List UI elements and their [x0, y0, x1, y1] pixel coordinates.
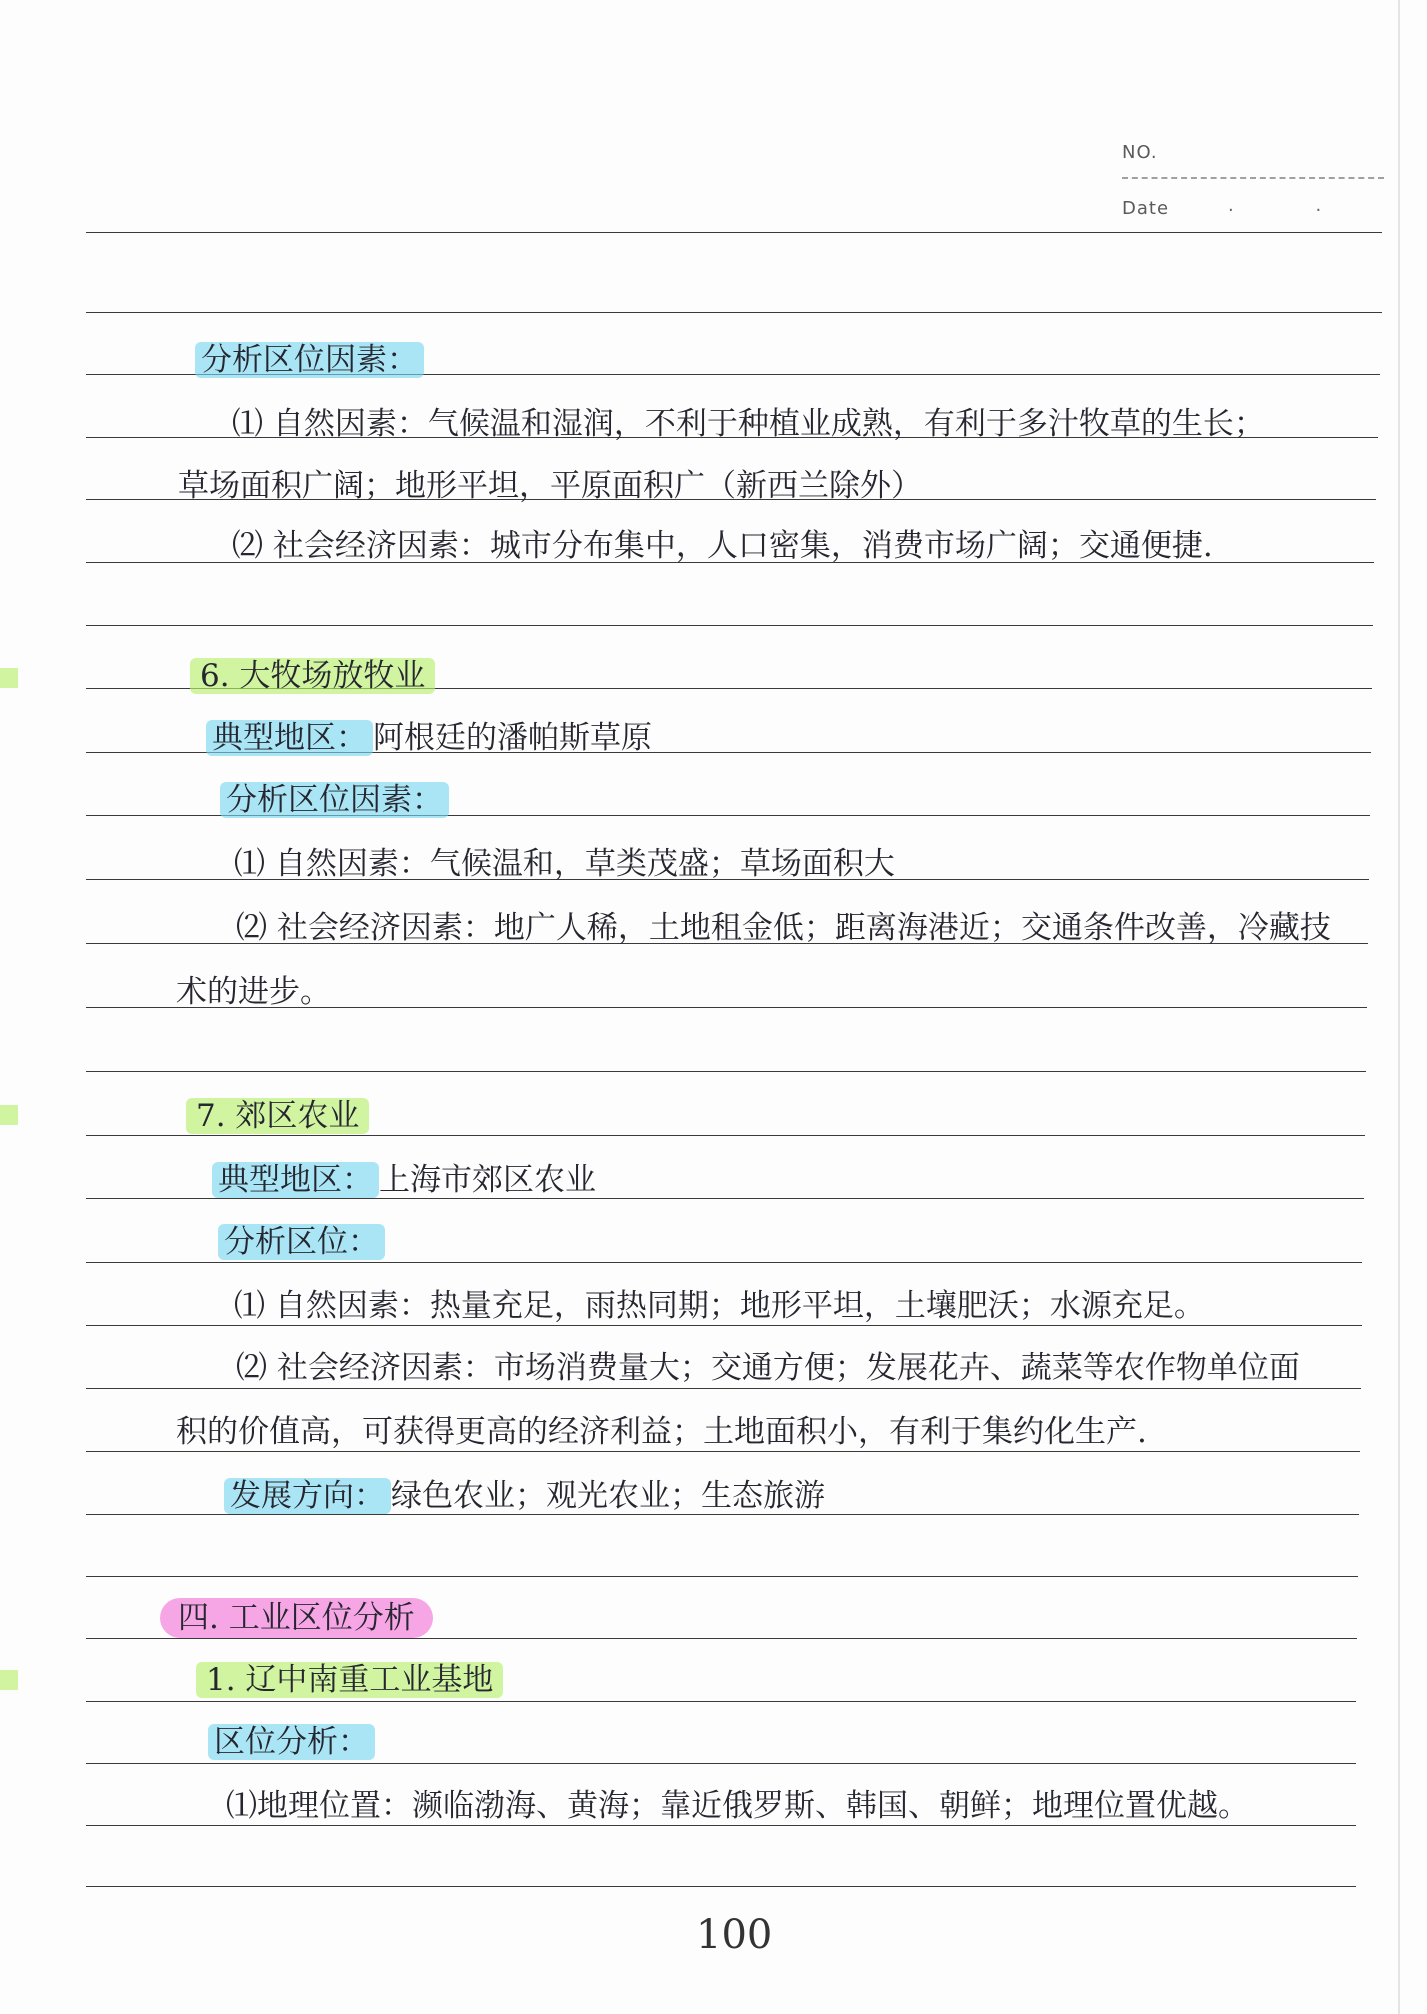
note-line — [190, 656, 435, 696]
page-edge — [1398, 0, 1400, 2014]
note-line — [232, 526, 1213, 566]
note-line — [236, 908, 1331, 948]
ruled-line — [86, 1388, 1361, 1389]
page-number: 100 — [696, 1912, 773, 1958]
note-text: ⑵ 社会经济因素：市场消费量大；交通方便；发展花卉、蔬菜等农作物单位面 — [236, 1350, 1300, 1386]
highlighted-text: 分析区位因素： — [220, 782, 449, 818]
highlighted-text: 四. 工业区位分析 — [160, 1598, 433, 1638]
note-text: ⑴ 自然因素：热量充足，雨热同期；地形平坦，土壤肥沃；水源充足。 — [234, 1288, 1205, 1324]
note-line — [234, 1286, 1205, 1326]
ruled-line — [86, 1763, 1356, 1764]
note-line — [208, 1722, 375, 1762]
note-text: 绿色农业；观光农业；生态旅游 — [391, 1478, 825, 1514]
note-text: 积的价值高，可获得更高的经济利益；土地面积小，有利于集约化生产. — [176, 1414, 1147, 1450]
highlighted-text: 7. 郊区农业 — [186, 1098, 369, 1134]
no-label: NO. — [1122, 142, 1158, 163]
ruled-line — [86, 1886, 1356, 1887]
highlighted-text: 典型地区： — [212, 1162, 379, 1198]
note-text: ⑴地理位置：濒临渤海、黄海；靠近俄罗斯、韩国、朝鲜；地理位置优越。 — [226, 1788, 1249, 1824]
note-line — [226, 1786, 1249, 1826]
note-text: 术的进步。 — [176, 974, 331, 1010]
note-text: ⑴ 自然因素：气候温和，草类茂盛；草场面积大 — [234, 846, 895, 882]
note-line — [176, 1412, 1147, 1452]
highlighted-text: 区位分析： — [208, 1724, 375, 1760]
ruled-line — [86, 1701, 1356, 1702]
note-text: ⑵ 社会经济因素：地广人稀，土地租金低；距离海港近；交通条件改善，冷藏技 — [236, 910, 1331, 946]
note-line — [186, 1096, 369, 1136]
note-text: ⑵ 社会经济因素：城市分布集中，人口密集，消费市场广阔；交通便捷. — [232, 528, 1213, 564]
margin-highlight — [0, 1670, 18, 1690]
note-line — [234, 844, 895, 884]
note-line — [218, 1222, 385, 1262]
date-label: Date — [1122, 198, 1170, 219]
note-text: 阿根廷的潘帕斯草原 — [373, 720, 652, 756]
ruled-line — [86, 1262, 1362, 1263]
note-line — [232, 404, 1265, 444]
note-line — [206, 718, 652, 758]
note-line — [195, 340, 424, 380]
note-text: ⑴ 自然因素：气候温和湿润，不利于种植业成熟，有利于多汁牧草的生长； — [232, 406, 1265, 442]
highlighted-text: 分析区位因素： — [195, 342, 424, 378]
margin-highlight — [0, 1105, 18, 1125]
ruled-line — [86, 232, 1382, 233]
note-line — [220, 780, 449, 820]
highlighted-text: 分析区位： — [218, 1224, 385, 1260]
ruled-line — [86, 1638, 1357, 1639]
date-dots: · · — [1228, 200, 1360, 221]
note-line — [212, 1160, 596, 1200]
note-text: 草场面积广阔；地形平坦，平原面积广（新西兰除外） — [178, 468, 922, 504]
note-line — [196, 1660, 503, 1700]
ruled-line — [86, 1071, 1366, 1072]
margin-highlight — [0, 668, 18, 688]
note-line — [224, 1476, 825, 1516]
highlighted-text: 6. 大牧场放牧业 — [190, 658, 435, 694]
highlighted-text: 发展方向： — [224, 1478, 391, 1514]
ruled-line — [86, 312, 1382, 313]
note-text: 上海市郊区农业 — [379, 1162, 596, 1198]
note-line — [178, 466, 922, 506]
ruled-line — [86, 625, 1373, 626]
header-dashed-line — [1122, 177, 1384, 179]
note-line — [236, 1348, 1300, 1388]
highlighted-text: 典型地区： — [206, 720, 373, 756]
highlighted-text: 1. 辽中南重工业基地 — [196, 1662, 503, 1698]
ruled-line — [86, 1576, 1358, 1577]
note-line — [160, 1598, 433, 1638]
note-line — [176, 972, 331, 1012]
